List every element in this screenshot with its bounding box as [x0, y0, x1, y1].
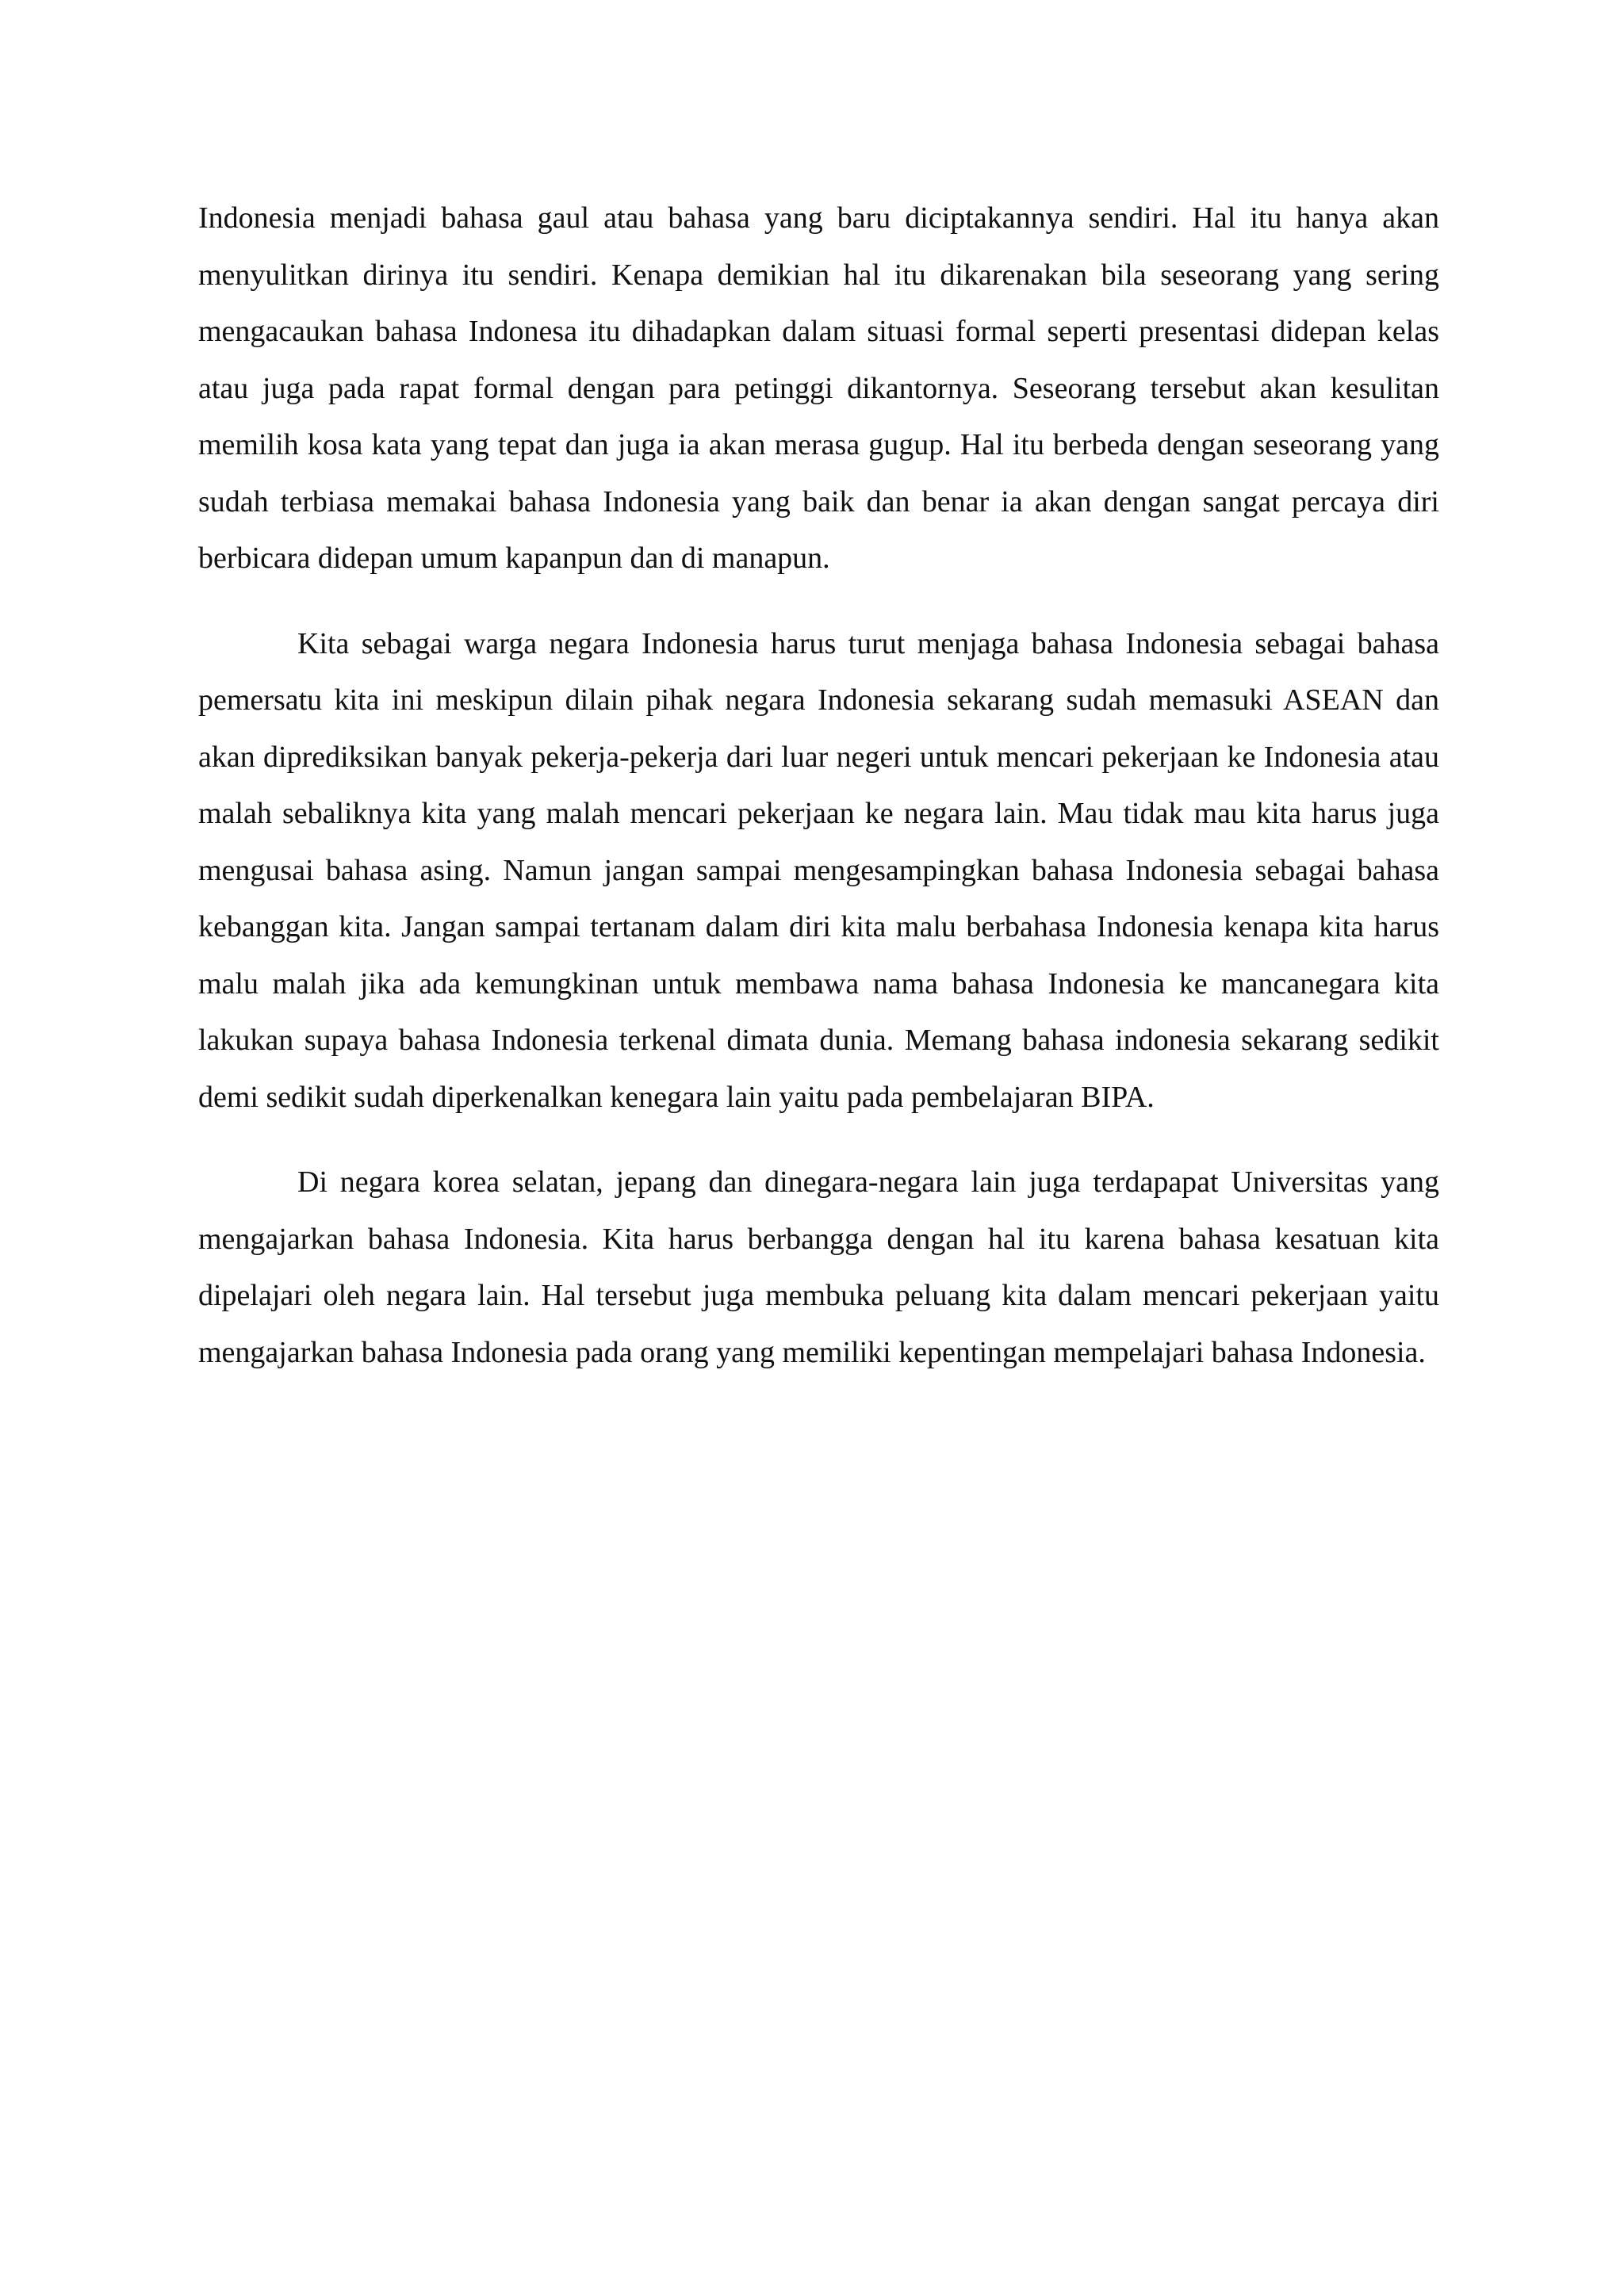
paragraph-2: Kita sebagai warga negara Indonesia harus turut menjaga bahasa Indonesia sebagai bahasa pemersatu kita ini meskipun dilain pihak negara Indonesia sekarang sudah memasuki ASEAN dan akan diprediksikan banyak pekerja-pekerja dari luar negeri untuk mencari pekerjaan ke Indonesia atau malah sebaliknya kita yang malah mencari pekerjaan ke negara lain. Mau tidak mau kita harus juga mengusai bahasa asing. Namun jangan sampai mengesampingkan bahasa Indonesia sebagai bahasa kebanggan kita. Jangan sampai tertanam dalam diri kita malu berbahasa Indonesia kenapa kita harus malu malah jika ada kemungkinan untuk membawa nama bahasa Indonesia ke mancanegara kita lakukan supaya bahasa Indonesia terkenal dimata dunia. Memang bahasa indonesia sekarang sedikit demi sedikit sudah diperkenalkan kenegara lain yaitu pada pembelajaran BIPA.: [198, 626, 1439, 1114]
paragraph-3: Di negara korea selatan, jepang dan dinegara-negara lain juga terdapapat Universitas yang mengajarkan bahasa Indonesia. Kita harus berbangga dengan hal itu karena bahasa kesatuan kita dipelajari oleh negara lain. Hal tersebut juga membuka peluang kita dalam mencari pekerjaan yaitu mengajarkan bahasa Indonesia pada orang yang memiliki kepentingan mempelajari bahasa Indonesia.: [198, 1165, 1439, 1369]
paragraph-1: Indonesia menjadi bahasa gaul atau bahasa yang baru diciptakannya sendiri. Hal itu hanya akan menyulitkan dirinya itu sendiri. Kenapa demikian hal itu dikarenakan bila seseorang yang sering mengacaukan bahasa Indonesa itu dihadapkan dalam situasi formal seperti presentasi didepan kelas atau juga pada rapat formal dengan para petinggi dikantornya. Seseorang tersebut akan kesulitan memilih kosa kata yang tepat dan juga ia akan merasa gugup. Hal itu berbeda dengan seseorang yang sudah terbiasa memakai bahasa Indonesia yang baik dan benar ia akan dengan sangat percaya diri berbicara didepan umum kapanpun dan di manapun.: [198, 201, 1439, 575]
body-text: [198, 190, 1439, 1381]
